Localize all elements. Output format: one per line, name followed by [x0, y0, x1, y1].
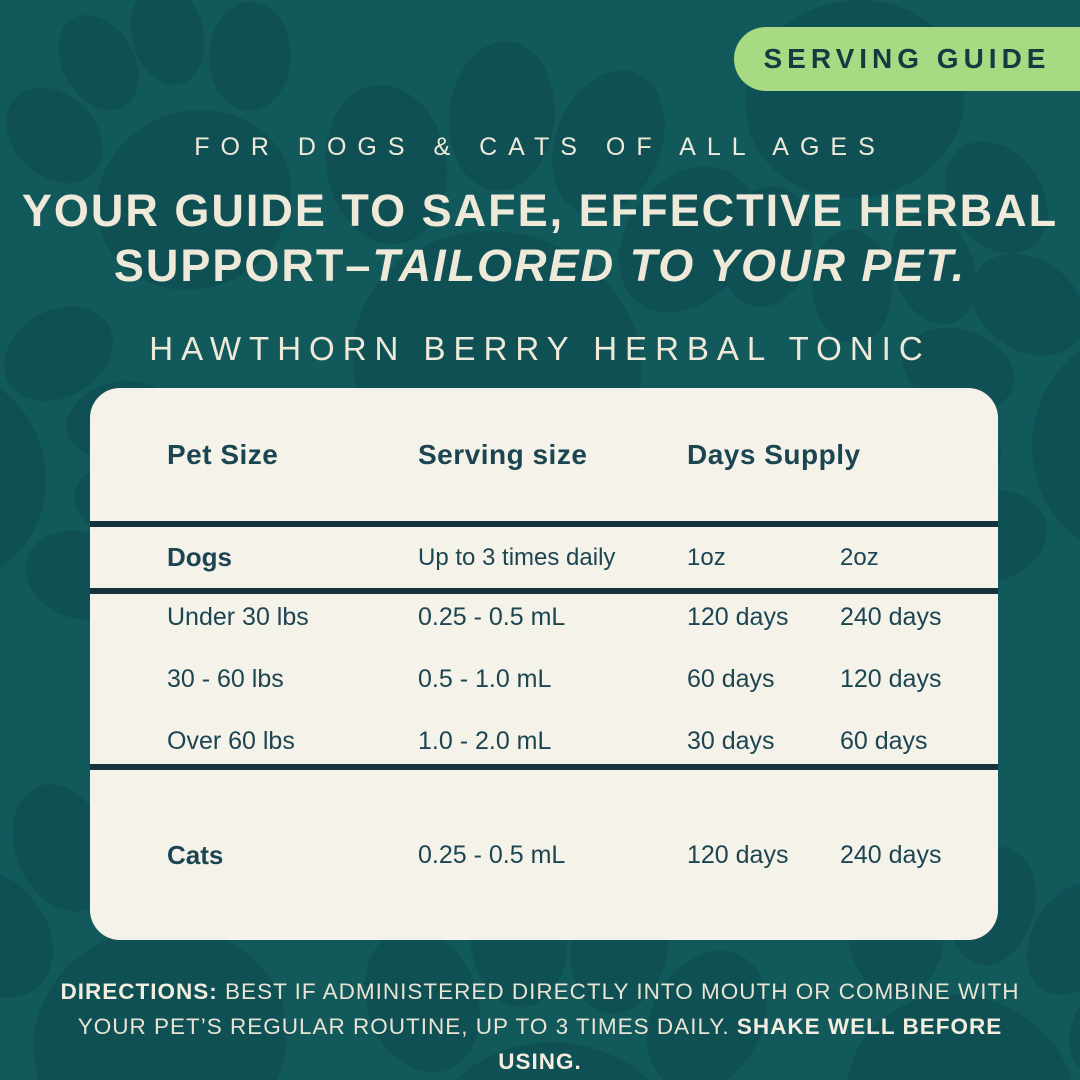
pet-size-value: Over 60 lbs — [167, 726, 295, 755]
supply-1oz-label: 1oz — [687, 543, 726, 571]
directions-label: DIRECTIONS: — [60, 979, 218, 1004]
column-header-pet-size: Pet Size — [167, 438, 279, 470]
table-header-row — [90, 388, 998, 521]
directions-emphasis: SHAKE WELL BEFORE USING. — [498, 1013, 1003, 1074]
pet-size-value: 30 - 60 lbs — [167, 664, 284, 693]
table-row — [90, 603, 998, 632]
column-header-days-supply: Days Supply — [687, 438, 861, 470]
cats-row — [90, 770, 998, 940]
column-header-serving-size: Serving size — [418, 438, 588, 470]
cats-label: Cats — [167, 839, 224, 870]
main-title — [0, 184, 1080, 294]
eyebrow-text: FOR DOGS & CATS OF ALL AGES — [194, 133, 886, 161]
header-block — [0, 133, 1080, 368]
days-supply-1oz-value: 30 days — [687, 726, 775, 755]
days-supply-1oz-value: 120 days — [687, 602, 789, 631]
serving-size-value: 0.25 - 0.5 mL — [418, 602, 566, 631]
serving-size-value: 0.5 - 1.0 mL — [418, 664, 552, 693]
product-name: HAWTHORN BERRY HERBAL TONIC — [149, 329, 931, 367]
table-row — [90, 665, 998, 694]
serving-guide-badge-label: SERVING GUIDE — [763, 43, 1051, 74]
days-supply-1oz-value: 120 days — [687, 840, 789, 869]
main-title-line1: YOUR GUIDE TO SAFE, EFFECTIVE HERBAL — [21, 185, 1059, 236]
serving-table-card — [90, 388, 998, 940]
dogs-label: Dogs — [167, 542, 232, 572]
supply-2oz-label: 2oz — [840, 543, 879, 571]
main-title-line2-italic: TAILORED TO YOUR PET. — [372, 239, 967, 291]
directions-text — [35, 975, 1045, 1080]
serving-size-value: 0.25 - 0.5 mL — [418, 840, 566, 869]
days-supply-2oz-value: 60 days — [840, 726, 928, 755]
dog-weight-rows — [90, 594, 998, 764]
dogs-header-row — [90, 527, 998, 588]
pet-size-value: Under 30 lbs — [167, 602, 309, 631]
table-row — [90, 727, 998, 756]
dogs-serving-frequency: Up to 3 times daily — [418, 543, 616, 571]
days-supply-2oz-value: 240 days — [840, 602, 942, 631]
serving-guide-badge — [734, 27, 1080, 91]
main-title-line2-normal: SUPPORT– — [113, 239, 373, 291]
days-supply-2oz-value: 120 days — [840, 664, 942, 693]
days-supply-1oz-value: 60 days — [687, 664, 775, 693]
serving-size-value: 1.0 - 2.0 mL — [418, 726, 552, 755]
days-supply-2oz-value: 240 days — [840, 840, 942, 869]
directions-body: BEST IF ADMINISTERED DIRECTLY INTO MOUTH OR COMBINE WITH YOUR PET’S REGULAR ROUTINE, UP TO 3 TIMES DAILY. — [77, 979, 1020, 1039]
